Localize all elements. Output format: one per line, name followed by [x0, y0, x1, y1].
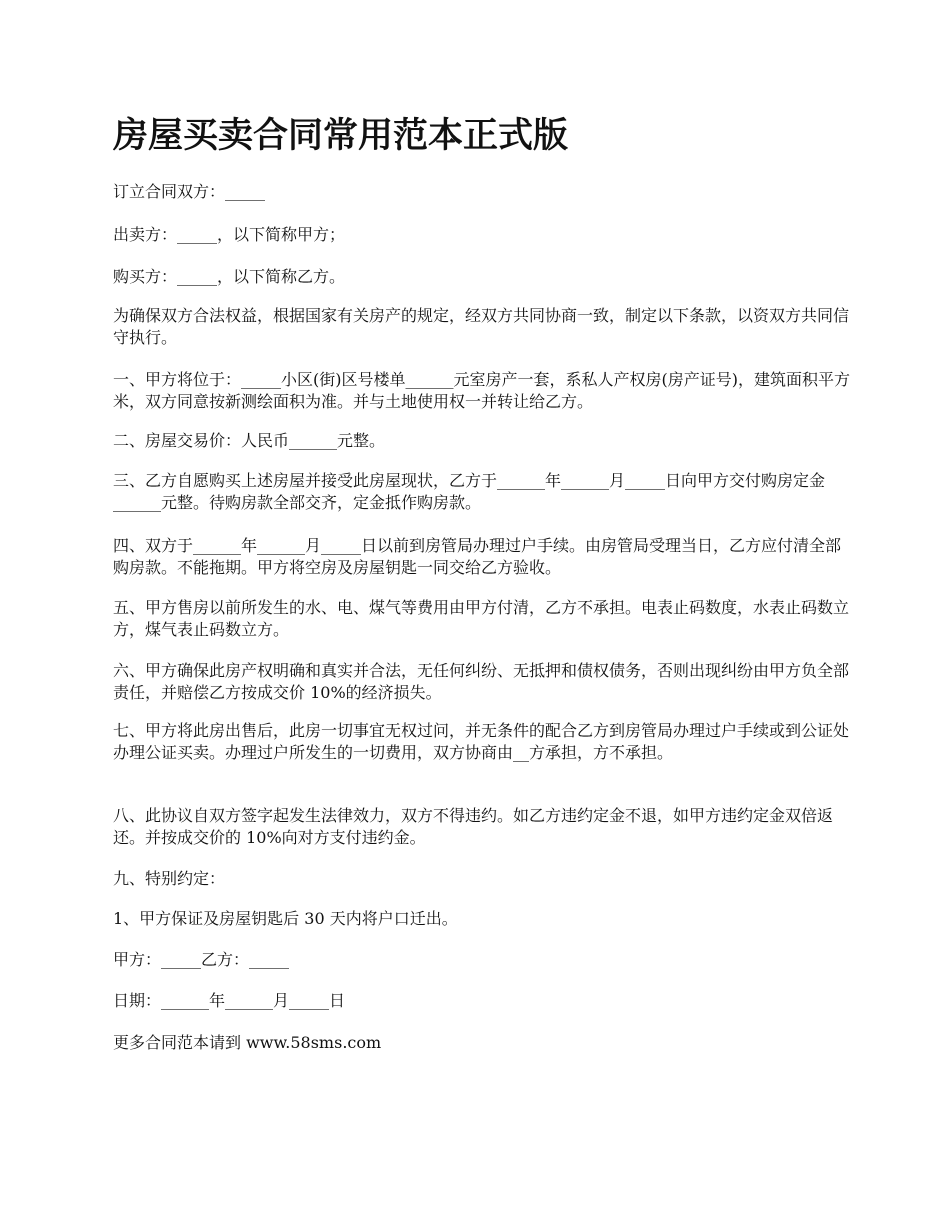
- clause-4: 四、双方于______年______月_____日以前到房管局办理过户手续。由房管局受理当日，乙方应付清全部购房款。不能拖期。甲方将空房及房屋钥匙一同交给乙方验收。: [113, 536, 842, 577]
- date-line: 日期：______年______月_____日: [113, 991, 346, 1010]
- clause-9-heading: 九、特别约定：: [113, 869, 226, 888]
- footer-link-text: 更多合同范本请到 www.58sms.com: [113, 1033, 382, 1052]
- clause-3: 三、乙方自愿购买上述房屋并接受此房屋现状，乙方于______年______月_____日向甲方交付购房定金______元整。待购房款全部交齐，定金抵作购房款。: [113, 471, 826, 512]
- clause-1: 一、甲方将位于：_____小区(街)区号楼单______元室房产一套，系私人产权房(房产证号)，建筑面积平方米，双方同意按新测绘面积为准。并与土地使用权一并转让给乙方。: [113, 370, 850, 411]
- preamble-paragraph: 为确保双方合法权益，根据国家有关房产的规定，经双方共同协商一致，制定以下条款，以资双方共同信守执行。: [113, 306, 850, 347]
- document-title: 房屋买卖合同常用范本正式版: [113, 115, 569, 156]
- clause-7: 七、甲方将此房出售后，此房一切事宜无权过问，并无条件的配合乙方到房管局办理过户手续或到公证处办理公证买卖。办理过户所发生的一切费用，双方协商由__方承担，方不承担。: [113, 721, 850, 762]
- parties-line: 订立合同双方：_____: [113, 182, 266, 201]
- clause-5: 五、甲方售房以前所发生的水、电、煤气等费用由甲方付清，乙方不承担。电表止码数度，水表止码数立方，煤气表止码数立方。: [113, 598, 850, 639]
- signature-line: 甲方：_____乙方：_____: [113, 950, 290, 969]
- clause-6: 六、甲方确保此房产权明确和真实并合法，无任何纠纷、无抵押和债权债务，否则出现纠纷由甲方负全部责任，并赔偿乙方按成交价 10%的经济损失。: [113, 661, 850, 702]
- clause-8: 八、此协议自双方签字起发生法律效力，双方不得违约。如乙方违约定金不退，如甲方违约定金双倍返还。并按成交价的 10%向对方支付违约金。: [113, 806, 834, 847]
- seller-line: 出卖方：_____，以下简称甲方；: [113, 225, 346, 244]
- buyer-line: 购买方：_____，以下简称乙方。: [113, 267, 346, 286]
- clause-2: 二、房屋交易价：人民币______元整。: [113, 431, 386, 450]
- special-term-1: 1、甲方保证及房屋钥匙后 30 天内将户口迁出。: [113, 909, 458, 928]
